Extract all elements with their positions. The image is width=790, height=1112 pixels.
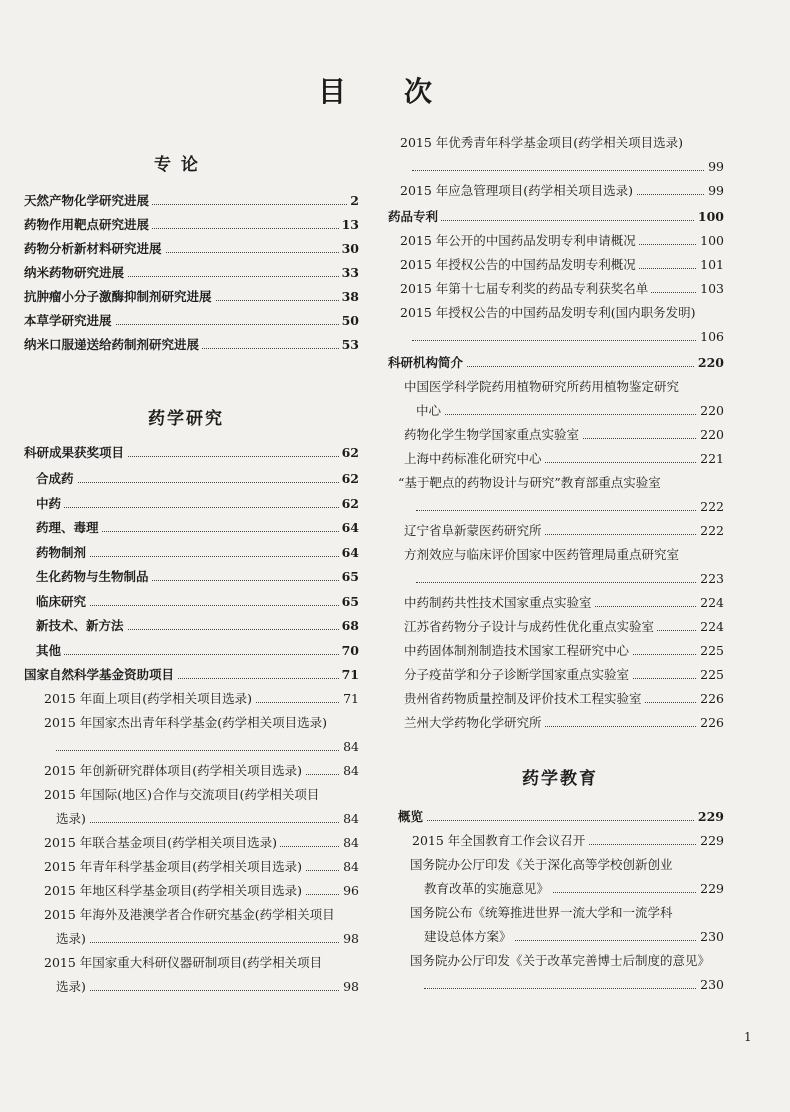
toc-entry-kyjg[interactable]: 科研机构简介 220 (388, 352, 724, 374)
toc-entry-gl-4[interactable]: 230 (424, 974, 724, 996)
toc-entry-r1[interactable]: 99 (412, 156, 724, 178)
toc-entry-kyjg-a-1[interactable]: 药物化学生物学国家重点实验室 220 (404, 424, 724, 446)
toc-entry-gl-3-line1: 国务院公布《统筹推进世界一流大学和一流学科 (410, 905, 673, 920)
toc-entry-zhuanlun-2[interactable]: 药物作用靶点研究进展 13 (24, 214, 359, 236)
toc-entry-gjzr-2[interactable]: 84 (56, 736, 359, 758)
toc-entry-kycg-item-4[interactable]: 药物制剂 64 (36, 542, 359, 564)
toc-entry-ypzl-item-3[interactable]: 2015 年第十七届专利奖的药品专利获奖名单 103 (400, 278, 724, 300)
toc-entry-zhuanlun-1[interactable]: 天然产物化学研究进展 2 (24, 190, 359, 212)
toc-entry-kycg-item-2[interactable]: 中药 62 (36, 493, 359, 515)
toc-entry-zhuanlun-5[interactable]: 抗肿瘤小分子激酶抑制剂研究进展 38 (24, 286, 359, 308)
toc-entry-kyjg-b-6[interactable]: 兰州大学药物化学研究所 226 (404, 712, 724, 734)
toc-entry-gl-3[interactable]: 建设总体方案》 230 (424, 926, 724, 948)
toc-entry-gjzr[interactable]: 国家自然科学基金资助项目 71 (24, 664, 359, 686)
toc-entry-gjzr-9[interactable]: 选录) 98 (56, 976, 359, 998)
toc-entry-kyjg-b-3[interactable]: 中药固体制剂制造技术国家工程研究中心 225 (404, 640, 724, 662)
toc-entry-ypzl[interactable]: 药品专利 100 (388, 206, 724, 228)
toc-entry-gl-1[interactable]: 2015 年全国教育工作会议召开 229 (412, 830, 724, 852)
toc-entry-gl-4-line1: 国务院办公厅印发《关于改革完善博士后制度的意见》 (410, 953, 711, 968)
toc-entry-kyjg-6[interactable]: 223 (416, 568, 724, 590)
toc-entry-kyjg-5[interactable]: 辽宁省阜新蒙医药研究所 222 (404, 520, 724, 542)
toc-entry-kycg-item-5[interactable]: 生化药物与生物制品 65 (36, 566, 359, 588)
toc-entry-kyjg-a-2[interactable]: 上海中药标准化研究中心 221 (404, 448, 724, 470)
right-column (388, 0, 724, 1112)
toc-entry-zhuanlun-4[interactable]: 纳米药物研究进展 33 (24, 262, 359, 284)
toc-entry-gjzr-7[interactable]: 2015 年地区科学基金项目(药学相关项目选录) 96 (44, 880, 359, 902)
toc-entry-gl[interactable]: 概览 229 (398, 806, 724, 828)
toc-entry-kyjg-4[interactable]: 222 (416, 496, 724, 518)
toc-entry-gjzr-9-line1: 2015 年国家重大科研仪器研制项目(药学相关项目 (44, 955, 323, 970)
toc-entry-gjzr-8-line1: 2015 年海外及港澳学者合作研究基金(药学相关项目 (44, 907, 335, 922)
toc-entry-r2[interactable]: 2015 年应急管理项目(药学相关项目选录) 99 (400, 180, 724, 202)
toc-entry-gjzr-4[interactable]: 选录) 84 (56, 808, 359, 830)
toc-entry-kyjg-4-line1: “基于靶点的药物设计与研究”教育部重点实验室 (398, 475, 661, 490)
toc-entry-kycg[interactable]: 科研成果获奖项目 62 (24, 442, 359, 464)
toc-entry-gjzr-6[interactable]: 2015 年青年科学基金项目(药学相关项目选录) 84 (44, 856, 359, 878)
toc-entry-gjzr-5[interactable]: 2015 年联合基金项目(药学相关项目选录) 84 (44, 832, 359, 854)
toc-entry-gjzr-1[interactable]: 2015 年面上项目(药学相关项目选录) 71 (44, 688, 359, 710)
toc-entry-ypzl-item-2[interactable]: 2015 年授权公告的中国药品发明专利概况 101 (400, 254, 724, 276)
toc-entry-kyjg-6-line1: 方剂效应与临床评价国家中医药管理局重点研究室 (404, 547, 680, 562)
toc-entry-zhuanlun-6[interactable]: 本草学研究进展 50 (24, 310, 359, 332)
toc-entry-ypzl-4[interactable]: 106 (412, 326, 724, 348)
toc-entry-kyjg-b-5[interactable]: 贵州省药物质量控制及评价技术工程实验室 226 (404, 688, 724, 710)
toc-entry-kycg-item-6[interactable]: 临床研究 65 (36, 591, 359, 613)
toc-entry-gl-2-line1: 国务院办公厅印发《关于深化高等学校创新创业 (410, 857, 673, 872)
toc-entry-r1-line1: 2015 年优秀青年科学基金项目(药学相关项目选录) (400, 135, 684, 150)
toc-entry-zhuanlun-7[interactable]: 纳米口服递送给药制剂研究进展 53 (24, 334, 359, 356)
title-char-mu: 目 (318, 75, 347, 108)
section-heading-yaoxueyanjiu: 药学研究 (148, 409, 224, 429)
toc-entry-gl-2[interactable]: 教育改革的实施意见》 229 (424, 878, 724, 900)
toc-entry-kyjg-b-4[interactable]: 分子疫苗学和分子诊断学国家重点实验室 225 (404, 664, 724, 686)
toc-entry-gjzr-8[interactable]: 选录) 98 (56, 928, 359, 950)
page-number: 1 (744, 1030, 752, 1044)
toc-entry-kyjg-1-line1: 中国医学科学院药用植物研究所药用植物鉴定研究 (404, 379, 680, 394)
toc-entry-kycg-item-1[interactable]: 合成药 62 (36, 468, 359, 490)
section-heading-yaoxuejiaoyu: 药学教育 (522, 769, 598, 789)
toc-entry-gjzr-4-line1: 2015 年国际(地区)合作与交流项目(药学相关项目 (44, 787, 320, 802)
toc-entry-kycg-item-7[interactable]: 新技术、新方法 68 (36, 615, 359, 637)
toc-entry-gjzr-2-line1: 2015 年国家杰出青年科学基金(药学相关项目选录) (44, 715, 328, 730)
toc-entry-ypzl-item-1[interactable]: 2015 年公开的中国药品发明专利申请概况 100 (400, 230, 724, 252)
toc-entry-gjzr-3[interactable]: 2015 年创新研究群体项目(药学相关项目选录) 84 (44, 760, 359, 782)
toc-entry-kycg-item-8[interactable]: 其他 70 (36, 640, 359, 662)
toc-entry-kyjg-b-2[interactable]: 江苏省药物分子设计与成药性优化重点实验室 224 (404, 616, 724, 638)
toc-entry-ypzl-4-line1: 2015 年授权公告的中国药品发明专利(国内职务发明) (400, 305, 696, 320)
left-column (24, 0, 359, 1112)
toc-entry-zhuanlun-3[interactable]: 药物分析新材料研究进展 30 (24, 238, 359, 260)
toc-entry-kyjg-1[interactable]: 中心 220 (416, 400, 724, 422)
toc-entry-kyjg-b-1[interactable]: 中药制药共性技术国家重点实验室 224 (404, 592, 724, 614)
toc-entry-kycg-item-3[interactable]: 药理、毒理 64 (36, 517, 359, 539)
title-char-ci: 次 (404, 75, 433, 108)
section-heading-zhuanlun: 专 论 (154, 155, 200, 175)
